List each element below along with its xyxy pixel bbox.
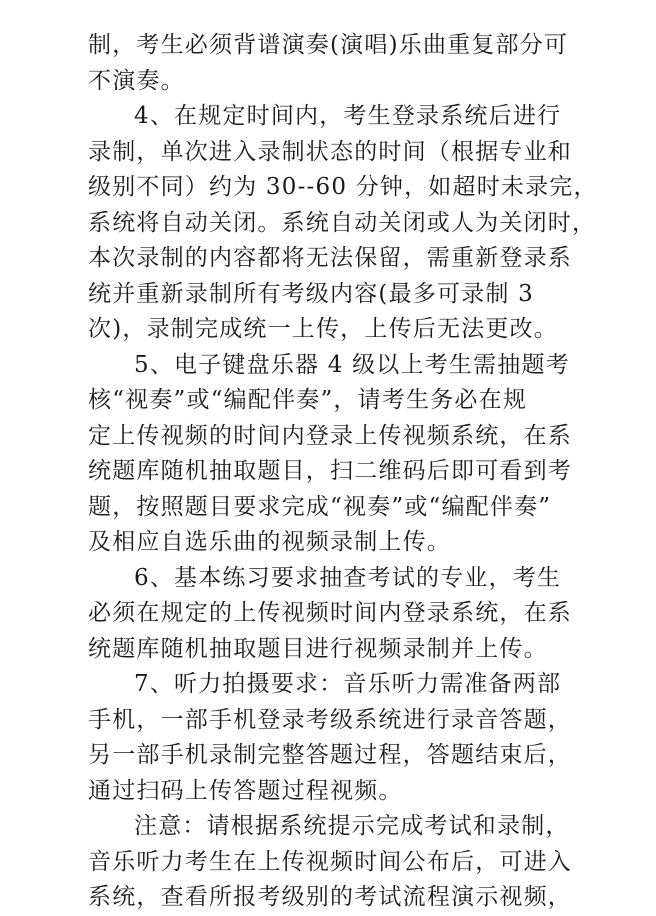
text-line: 统题库随机抽取题目，扫二维码后即可看到考 <box>88 458 572 484</box>
text-line: 制，考生必须背谱演奏(演唱)乐曲重复部分可 <box>88 32 569 58</box>
text-line: 统题库随机抽取题目进行视频录制并上传。 <box>88 635 548 662</box>
text-line: 次)，录制完成统一上传，上传后无法更改。 <box>88 316 558 342</box>
text-line: 注意：请根据系统提示完成考试和录制， <box>134 813 570 839</box>
text-line: 定上传视频的时间内登录上传视频系统，在系 <box>88 422 572 449</box>
text-line: 必须在规定的上传视频时间内登录系统，在系 <box>88 600 572 626</box>
text-line: 7、听力拍摄要求：音乐听力需准备两部 <box>134 671 562 697</box>
text-line: 系统，查看所报考级别的考试流程演示视频， <box>88 884 572 910</box>
text-line: 级别不同）约为 30--60 分钟，如超时未录完， <box>88 174 598 200</box>
text-line: 5、电子键盘乐器 4 级以上考生需抽题考 <box>134 351 570 378</box>
text-line: 系统将自动关闭。系统自动关闭或人为关闭时， <box>88 209 597 236</box>
paragraph-note <box>88 809 618 916</box>
paragraph-continuation <box>88 28 618 99</box>
text-line: 核“视奏”或“编配伴奏”，请考生务必在规 <box>88 387 528 413</box>
text-line: 另一部手机录制完整答题过程，答题结束后， <box>88 742 572 768</box>
paragraph-item-5 <box>88 348 618 561</box>
text-line: 统并重新录制所有考级内容(最多可录制 3 <box>88 280 534 307</box>
text-line: 题，按照题目要求完成“视奏”或“编配伴奏” <box>88 493 552 520</box>
text-line: 音乐听力考生在上传视频时间公布后，可进入 <box>88 848 572 875</box>
paragraph-item-4 <box>88 99 618 348</box>
text-line: 及相应自选乐曲的视频录制上传。 <box>88 529 451 555</box>
paragraph-item-6 <box>88 561 618 668</box>
text-line: 不演奏。 <box>88 67 185 94</box>
text-line: 本次录制的内容都将无法保留，需重新登录系 <box>88 245 572 271</box>
text-line: 6、基本练习要求抽查考试的专业，考生 <box>134 564 562 591</box>
text-line: 通过扫码上传答题过程视频。 <box>88 777 403 804</box>
text-line: 4、在规定时间内，考生登录系统后进行 <box>134 103 562 129</box>
text-line: 手机，一部手机登录考级系统进行录音答题， <box>88 706 572 733</box>
paragraph-item-7 <box>88 667 618 809</box>
text-line: 录制，单次进入录制状态的时间（根据专业和 <box>88 138 572 165</box>
